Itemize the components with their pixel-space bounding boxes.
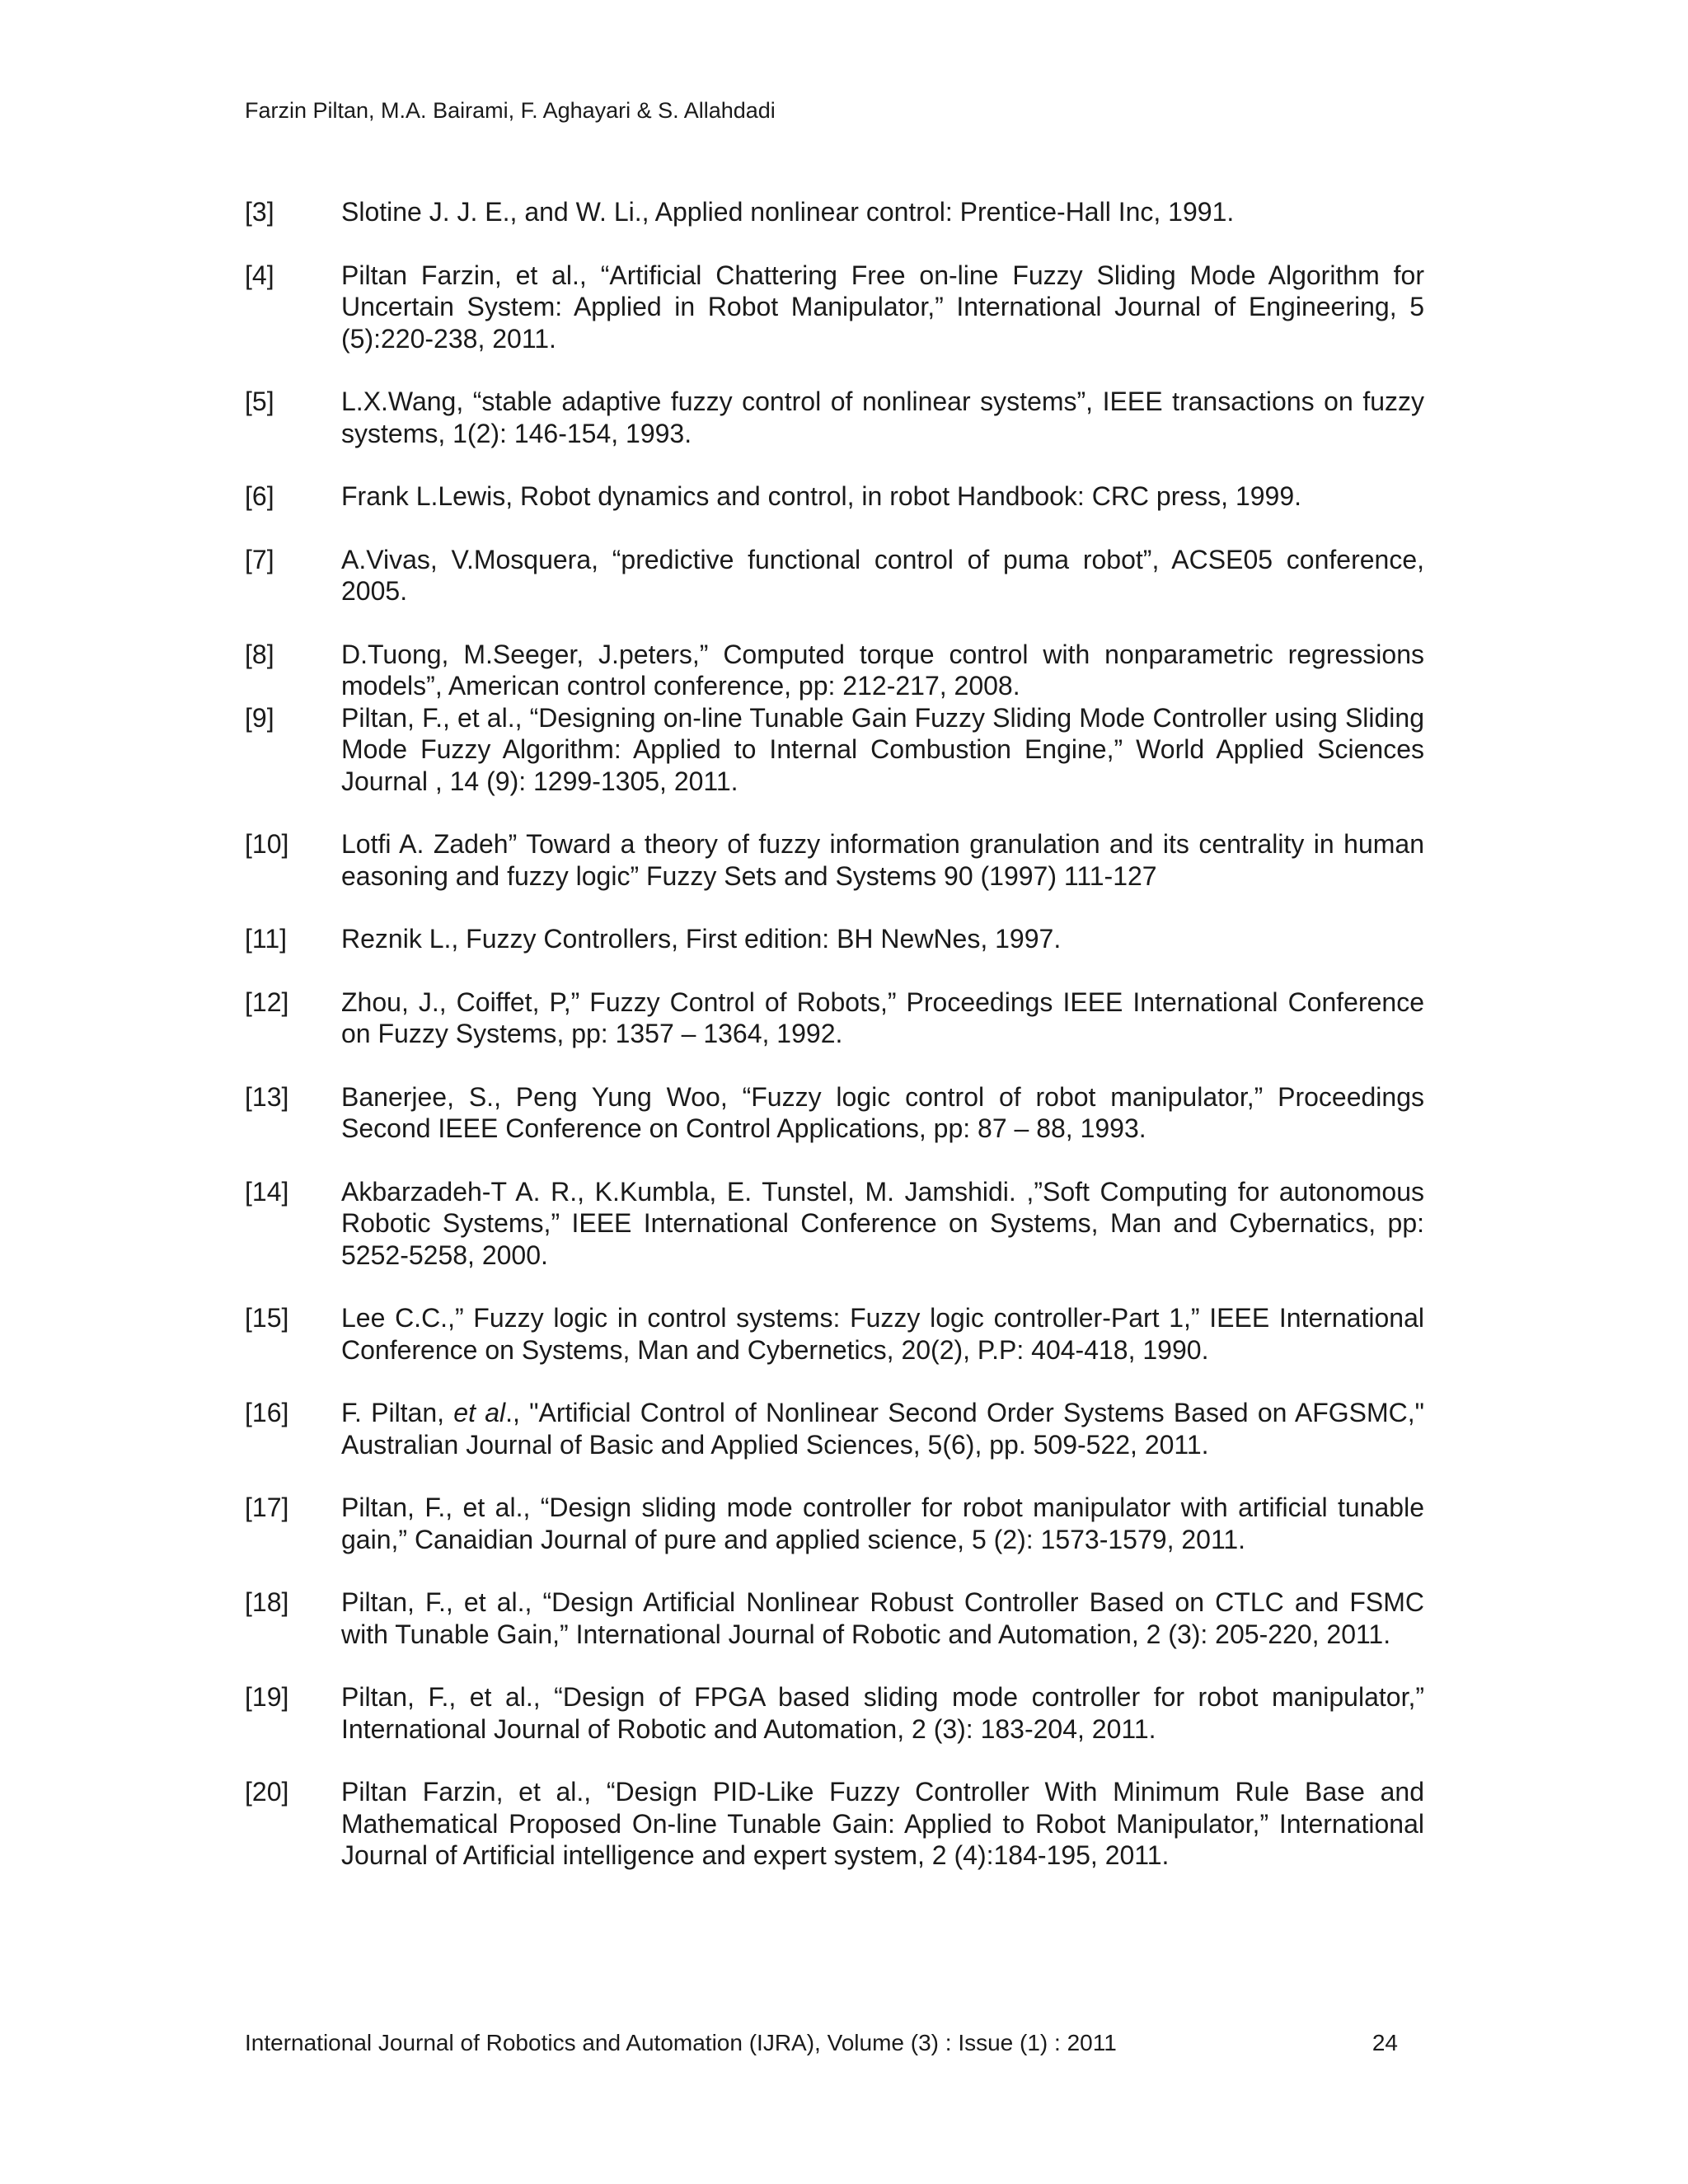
reference-number: [6]	[245, 481, 274, 511]
reference-item	[245, 196, 1424, 228]
reference-item	[245, 1492, 1424, 1555]
reference-number: [3]	[245, 197, 274, 227]
reference-text: Slotine J. J. E., and W. Li., Applied nonlinear control: Prentice-Hall Inc, 1991.	[341, 197, 1235, 227]
reference-number: [20]	[245, 1777, 289, 1807]
reference-number: [9]	[245, 702, 274, 733]
reference-item	[245, 1586, 1424, 1650]
reference-text: Frank L.Lewis, Robot dynamics and control, in robot Handbook: CRC press, 1999.	[341, 481, 1302, 511]
reference-text: Piltan, F., et al., “Design Artificial Nonlinear Robust Controller Based on CTLC and FSMC with Tunable Gain,” International Journal of Robotic and Automation, 2 (3): 205-220, 2011.	[341, 1587, 1424, 1649]
reference-number: [7]	[245, 544, 274, 574]
reference-number: [18]	[245, 1587, 289, 1617]
reference-text: Piltan, F., et al., “Design sliding mode controller for robot manipulator with artificial tunable gain,” Canaidian Journal of pure and applied science, 5 (2): 1573-1579, 2011.	[341, 1493, 1424, 1554]
reference-text-italic: et al	[453, 1398, 506, 1427]
reference-item	[245, 987, 1424, 1050]
reference-item	[245, 1397, 1424, 1460]
reference-text: Reznik L., Fuzzy Controllers, First edition: BH NewNes, 1997.	[341, 924, 1062, 954]
reference-number: [13]	[245, 1081, 289, 1112]
reference-list	[245, 196, 1424, 1903]
reference-number: [15]	[245, 1303, 289, 1333]
reference-text: Piltan Farzin, et al., “Design PID-Like Fuzzy Controller With Minimum Rule Base and Mathematical Proposed On-line Tunable Gain: Applied to Robot Manipulator,” International Journal of Artificial intelligence and expert system, 2 (4):184-195, 2011.	[341, 1777, 1424, 1870]
reference-item	[245, 1176, 1424, 1272]
reference-item	[245, 639, 1424, 702]
reference-text-start: F. Piltan,	[341, 1398, 454, 1427]
reference-number: [12]	[245, 987, 289, 1017]
reference-item	[245, 544, 1424, 607]
reference-text: Zhou, J., Coiffet, P,” Fuzzy Control of Robots,” Proceedings IEEE International Conference on Fuzzy Systems, pp: 1357 – 1364, 1992.	[341, 987, 1424, 1048]
reference-number: [4]	[245, 260, 274, 290]
reference-text: A.Vivas, V.Mosquera, “predictive functional control of puma robot”, ACSE05 conference, 2005.	[341, 544, 1424, 606]
reference-number: [5]	[245, 387, 274, 416]
reference-text: Piltan, F., et al., “Design of FPGA based sliding mode controller for robot manipulator,” International Journal of Robotic and Automation, 2 (3): 183-204, 2011.	[341, 1682, 1424, 1744]
running-header: Farzin Piltan, M.A. Bairami, F. Aghayari & S. Allahdadi	[245, 98, 776, 123]
reference-item	[245, 1681, 1424, 1745]
reference-item	[245, 1776, 1424, 1872]
reference-text: L.X.Wang, “stable adaptive fuzzy control of nonlinear systems”, IEEE transactions on fuzzy systems, 1(2): 146-154, 1993.	[341, 387, 1424, 448]
reference-number: [16]	[245, 1398, 289, 1427]
footer-journal-title: International Journal of Robotics and Automation (IJRA), Volume (3) : Issue (1) : 2011	[245, 2030, 1117, 2055]
reference-item	[245, 1302, 1424, 1366]
reference-number: [17]	[245, 1493, 289, 1522]
reference-number: [11]	[245, 924, 287, 954]
reference-text: Lee C.C.,” Fuzzy logic in control systems: Fuzzy logic controller-Part 1,” IEEE International Conference on Systems, Man and Cybernetics, 20(2), P.P: 404-418, 1990.	[341, 1303, 1424, 1365]
reference-number: [19]	[245, 1682, 289, 1712]
reference-item	[245, 480, 1424, 513]
reference-text: Banerjee, S., Peng Yung Woo, “Fuzzy logic control of robot manipulator,” Proceedings Second IEEE Conference on Control Applications, pp: 87 – 88, 1993.	[341, 1081, 1424, 1143]
reference-item	[245, 386, 1424, 449]
reference-text-end: ., "Artificial Control of Nonlinear Second Order Systems Based on AFGSMC," Australian Journal of Basic and Applied Sciences, 5(6), pp. 509-522, 2011.	[341, 1398, 1425, 1460]
reference-text: D.Tuong, M.Seeger, J.peters,” Computed torque control with nonparametric regressions models”, American control conference, pp: 212-217, 2008.	[341, 639, 1424, 701]
reference-number: [14]	[245, 1176, 289, 1207]
reference-item	[245, 260, 1424, 355]
page-number: 24	[1372, 2030, 1398, 2055]
reference-number: [8]	[245, 639, 274, 669]
reference-text: Lotfi A. Zadeh” Toward a theory of fuzzy information granulation and its centrality in human easoning and fuzzy logic” Fuzzy Sets and Systems 90 (1997) 111-127	[341, 829, 1424, 891]
reference-item	[245, 1081, 1424, 1145]
reference-number: [10]	[245, 829, 289, 859]
reference-text: Akbarzadeh-T A. R., K.Kumbla, E. Tunstel, M. Jamshidi. ,”Soft Computing for autonomous Robotic Systems,” IEEE International Conference on Systems, Man and Cybernatics, pp: 5252-5258, 2000.	[341, 1176, 1424, 1270]
reference-text	[341, 1397, 1424, 1460]
reference-item	[245, 828, 1424, 892]
reference-text: Piltan, F., et al., “Designing on-line Tunable Gain Fuzzy Sliding Mode Controller using Sliding Mode Fuzzy Algorithm: Applied to Internal Combustion Engine,” World Applied Sciences Journal , 14 (9): 1299-1305, 2011.	[341, 702, 1424, 796]
reference-item	[245, 923, 1424, 955]
reference-text: Piltan Farzin, et al., “Artificial Chattering Free on-line Fuzzy Sliding Mode Algorithm for Uncertain System: Applied in Robot Manipulator,” International Journal of Engineering, 5 (5):220-238, 2011.	[341, 260, 1424, 354]
reference-item	[245, 702, 1424, 798]
